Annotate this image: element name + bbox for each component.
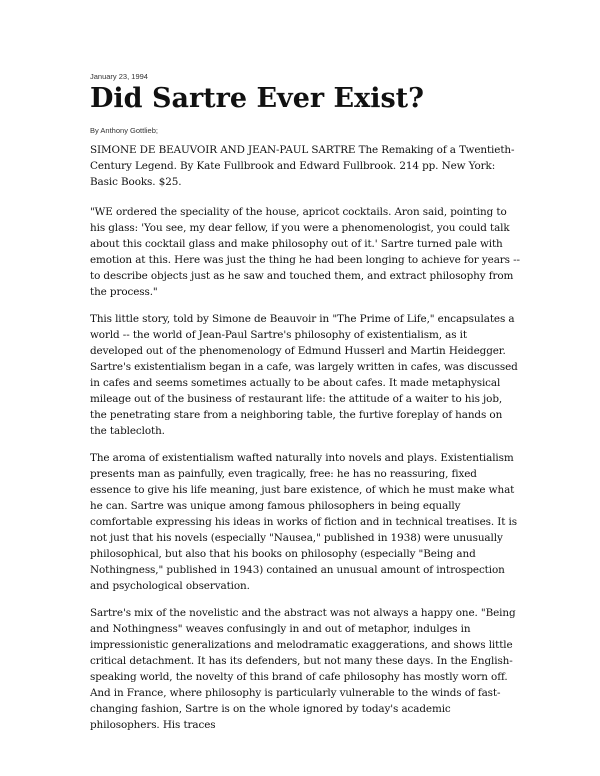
article-byline: By Anthony Gottlieb; <box>90 126 158 135</box>
article-page <box>90 72 520 744</box>
article-date: January 23, 1994 <box>90 72 148 81</box>
article-paragraph: This little story, told by Simone de Beauvoir in "The Prime of Life," encapsulates a world -- the world of Jean-Paul Sartre's philosophy of existentialism, as it developed out of the phenomenology of Edmund Husserl and Martin Heidegger. Sartre's existentialism began in a cafe, was largely written in cafes, was discussed in cafes and seems sometimes actually to be about cafes. It made metaphysical mileage out of the business of restaurant life: the attitude of a waiter to his job, the penetrating stare from a neighboring table, the furtive foreplay of hands on the tablecloth. <box>90 313 518 437</box>
article-paragraph: "WE ordered the speciality of the house, apricot cocktails. Aron said, pointing to his glass: 'You see, my dear fellow, if you were a phenomenologist, you could talk about this cocktail glass and make philosophy out of it.' Sartre turned pale with emotion at this. Here was just the thing he had been longing to achieve for years -- to describe objects just as he saw and touched them, and extract philosophy from the process." <box>90 206 520 298</box>
article-paragraph: Sartre's mix of the novelistic and the abstract was not always a happy one. "Being and Nothingness" weaves confusingly in and out of metaphor, indulges in impressionistic generalizations and melodramatic exaggerations, and shows little critical detachment. It has its defenders, but not many these days. In the English-speaking world, the novelty of this brand of cafe philosophy has mostly worn off. And in France, where philosophy is particularly vulnerable to the winds of fast-changing fashion, Sartre is on the whole ignored by today's academic philosophers. His traces <box>90 607 516 731</box>
article-paragraph: The aroma of existentialism wafted naturally into novels and plays. Existentialism presents man as painfully, even tragically, free: he has no reassuring, fixed essence to give his life meaning, just bare existence, of which he must make what he can. Sartre was unique among famous philosophers in being equally comfortable expressing his ideas in works of fiction and in technical treatises. It is not just that his novels (especially "Nausea," published in 1938) were unusually philosophical, but also that his books on philosophy (especially "Being and Nothingness," published in 1943) contained an unusual amount of introspection and psychological observation. <box>90 452 518 592</box>
article-title: Did Sartre Ever Exist? <box>90 83 424 114</box>
book-citation: SIMONE DE BEAUVOIR AND JEAN-PAUL SARTRE The Remaking of a Twentieth-Century Legend. By Kate Fullbrook and Edward Fullbrook. 214 pp. New York: Basic Books. $25. <box>90 144 515 188</box>
